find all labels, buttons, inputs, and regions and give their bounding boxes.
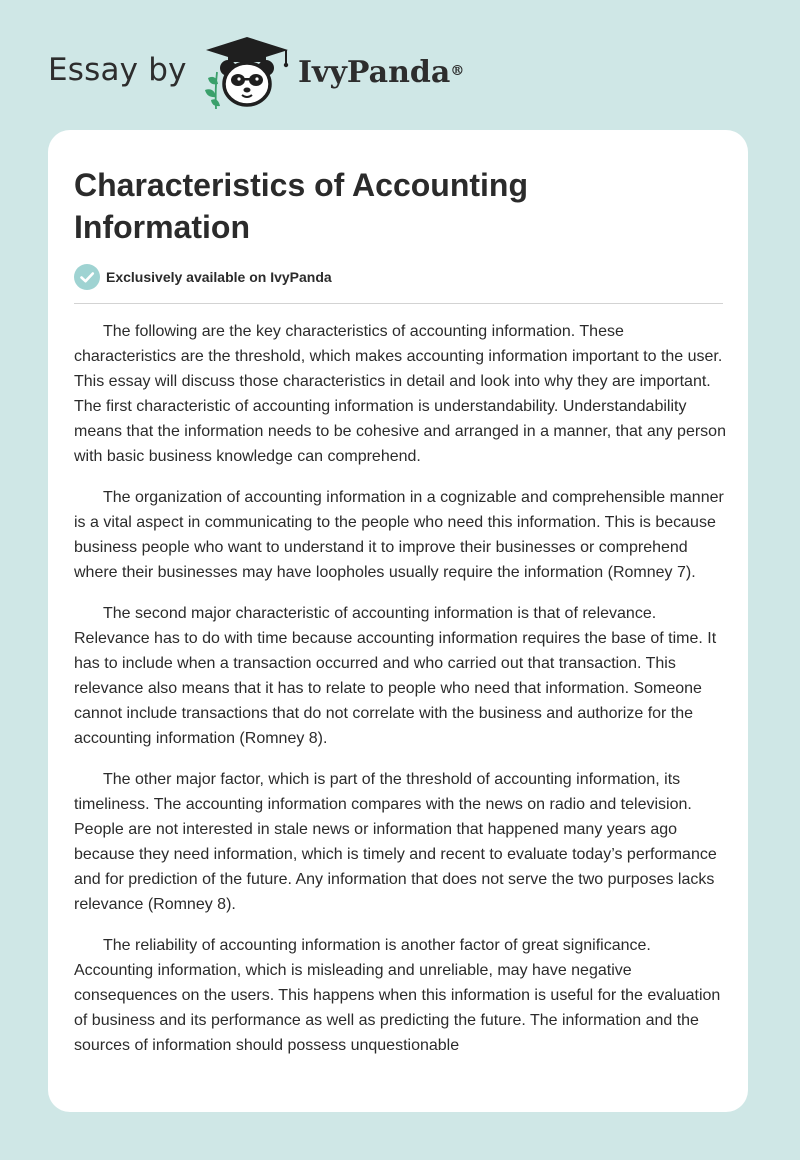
paragraph: The other major factor, which is part of the threshold of accounting information, its timeliness. The accounting information compares with the news on radio and television. People are not interested in stale news or information that happened many years ago because they need information, which is timely and recent to evaluate today’s performance and for prediction of the future. Any information that does not serve the two purposes lacks relevance (Romney 8).: [74, 771, 717, 913]
site-header: [0, 0, 800, 120]
paragraph: The organization of accounting information in a cognizable and comprehensible manner is a vital aspect in communicating to the people who need this information. This is because business people who want to understand it to improve their businesses or comprehend where their businesses may have loopholes usually require the information (Romney 7).: [74, 489, 724, 581]
registered-mark: ®: [450, 63, 465, 79]
paragraph: The following are the key characteristics of accounting information. These characteristics are the threshold, which makes accounting information important to the user. This essay will discuss those characteristics in detail and look into why they are important. The first characteristic of accounting information is understandability. Understandability means that the information needs to be cohesive and arranged in a manner, that any person with basic business knowledge can comprehend.: [74, 323, 726, 465]
essay-title: Characteristics of Accounting Information: [74, 167, 529, 245]
ivypanda-logo-icon[interactable]: [202, 34, 292, 110]
paragraph: The second major characteristic of accounting information is that of relevance. Relevance has to do with time because accounting information requires the base of time. It has to include when a transaction occurred and who carried out that transaction. This relevance also means that it has to relate to people who need that information. Someone cannot include transactions that do not correlate with the business and authorize for the accounting information (Romney 8).: [74, 605, 717, 747]
essay-card: [48, 130, 748, 1112]
exclusive-badge: [74, 264, 332, 290]
brand-name-text: IvyPanda: [298, 55, 451, 90]
exclusive-badge-text: Exclusively available on IvyPanda: [106, 269, 332, 285]
essay-body: [74, 319, 726, 1074]
check-icon: [74, 264, 100, 290]
divider: [74, 303, 723, 304]
brand-prefix: Essay by: [48, 52, 187, 88]
paragraph: The reliability of accounting information is another factor of great significance. Accounting information, which is misleading and unreliable, may have negative consequences on the users. This happens when this information is useful for the evaluation of business and its performance as well as predicting the future. The information and the sources of information should possess unquestionable: [74, 937, 721, 1054]
brand-name: [298, 53, 464, 93]
